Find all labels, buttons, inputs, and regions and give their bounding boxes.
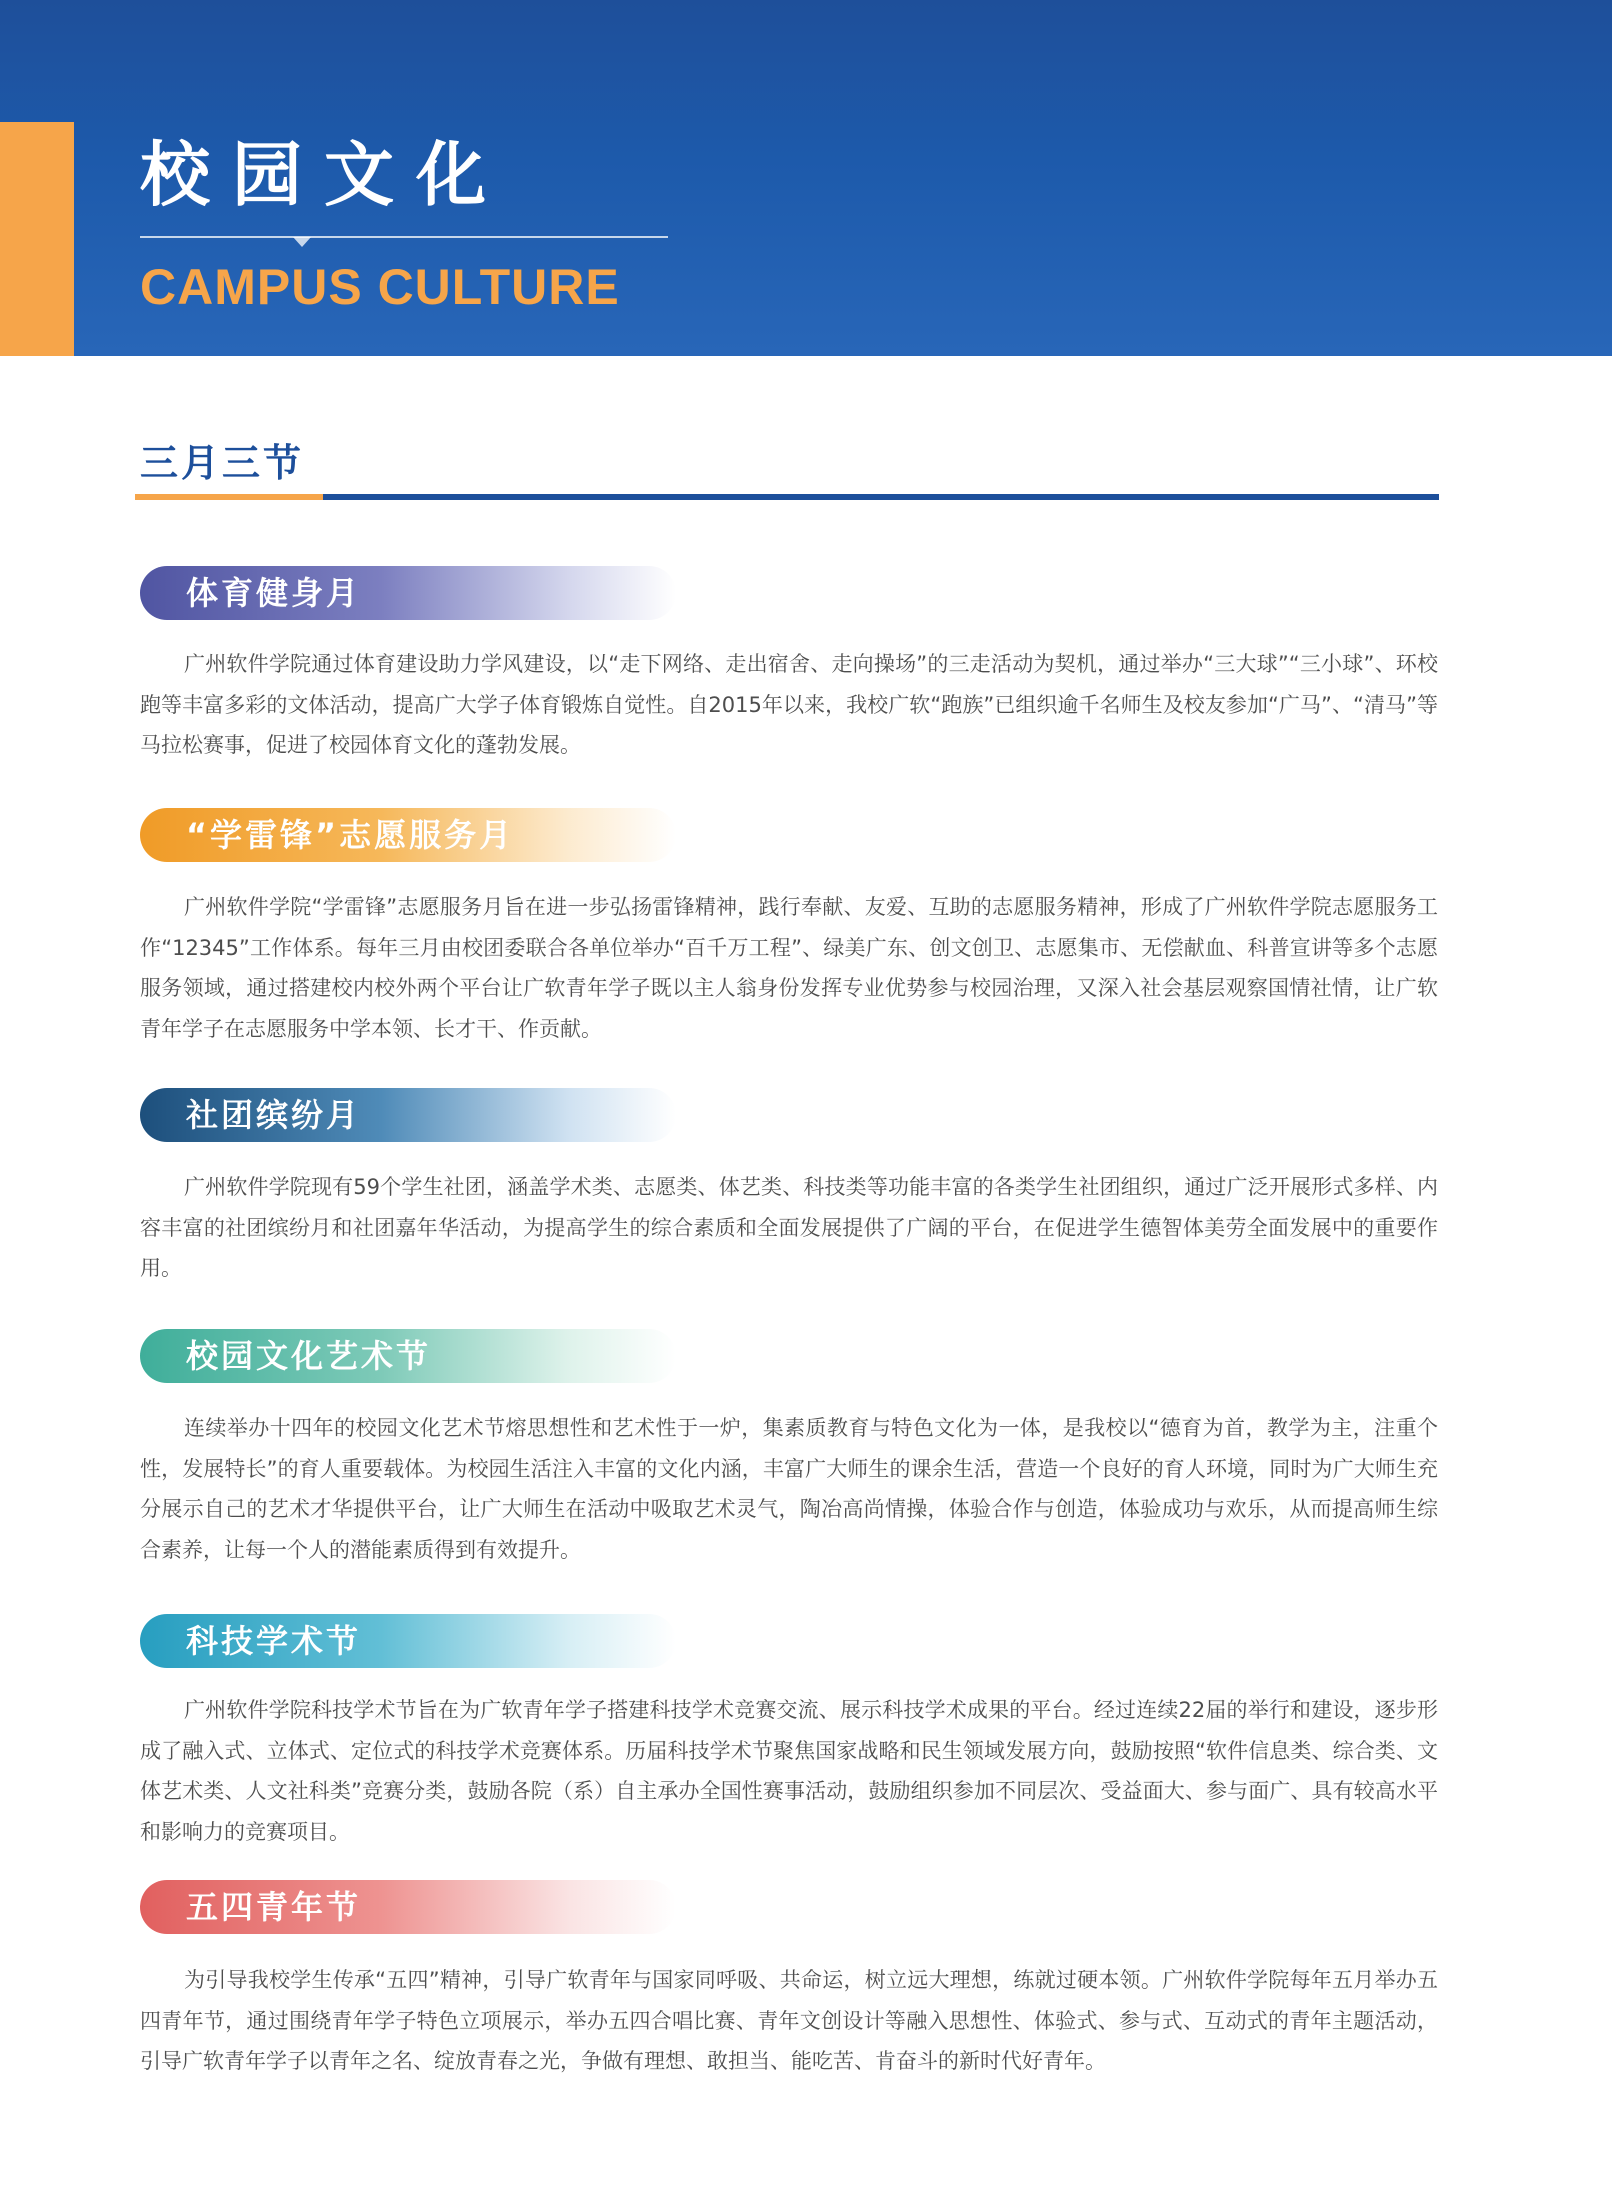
paragraph-sports: 广州软件学院通过体育建设助力学风建设，以“走下网络、走出宿舍、走向操场”的三走活动为契机，通过举办“三大球”“三小球”、环校跑等丰富多彩的文体活动，提高广大学子体育锻炼自觉性。自2015年以来，我校广软“跑族”已组织逾千名师生及校友参加“广马”、“清马”等马拉松赛事，促进了校园体育文化的蓬勃发展。 <box>140 652 1438 757</box>
title-divider <box>140 236 668 238</box>
heading-pill-clubs <box>140 1088 676 1142</box>
heading-label: 校园文化艺术节 <box>186 1337 432 1375</box>
heading-label: 社团缤纷月 <box>186 1096 362 1134</box>
heading-pill-volunteer <box>140 808 676 862</box>
heading-pill-arts <box>140 1329 676 1383</box>
section-rule <box>135 494 1439 500</box>
paragraph-science: 广州软件学院科技学术节旨在为广软青年学子搭建科技学术竞赛交流、展示科技学术成果的平台。经过连续22届的举行和建设，逐步形成了融入式、立体式、定位式的科技学术竞赛体系。历届科技学术节聚焦国家战略和民生领域发展方向，鼓励按照“软件信息类、综合类、文体艺术类、人文社科类”竞赛分类，鼓励各院（系）自主承办全国性赛事活动，鼓励组织参加不同层次、受益面大、参与面广、具有较高水平和影响力的竞赛项目。 <box>140 1698 1438 1844</box>
heading-label: 体育健身月 <box>186 574 362 612</box>
paragraph-clubs: 广州软件学院现有59个学生社团，涵盖学术类、志愿类、体艺类、科技类等功能丰富的各类学生社团组织，通过广泛开展形式多样、内容丰富的社团缤纷月和社团嘉年华活动，为提高学生的综合素质和全面发展提供了广阔的平台，在促进学生德智体美劳全面发展中的重要作用。 <box>140 1175 1438 1280</box>
page-title: 校园文化 <box>140 134 508 216</box>
page-subtitle: CAMPUS CULTURE <box>140 259 620 315</box>
banner-accent-bar <box>0 122 74 356</box>
heading-pill-sports <box>140 566 676 620</box>
paragraph-arts: 连续举办十四年的校园文化艺术节熔思想性和艺术性于一炉，集素质教育与特色文化为一体，是我校以“德育为首，教学为主，注重个性，发展特长”的育人重要载体。为校园生活注入丰富的文化内涵，丰富广大师生的课余生活，营造一个良好的育人环境，同时为广大师生充分展示自己的艺术才华提供平台，让广大师生在活动中吸取艺术灵气，陶冶高尚情操，体验合作与创造，体验成功与欢乐，从而提高师生综合素养，让每一个人的潜能素质得到有效提升。 <box>140 1416 1438 1562</box>
heading-pill-youth <box>140 1880 676 1934</box>
heading-label: “学雷锋”志愿服务月 <box>186 816 515 854</box>
heading-label: 五四青年节 <box>186 1888 362 1926</box>
heading-label: 科技学术节 <box>186 1622 362 1660</box>
paragraph-youth: 为引导我校学生传承“五四”精神，引导广软青年与国家同呼吸、共命运，树立远大理想，练就过硬本领。广州软件学院每年五月举办五四青年节，通过围绕青年学子特色立项展示，举办五四合唱比赛、青年文创设计等融入思想性、体验式、参与式、互动式的青年主题活动，引导广软青年学子以青年之名、绽放青春之光，争做有理想、敢担当、能吃苦、肯奋斗的新时代好青年。 <box>140 1968 1438 2073</box>
paragraph-volunteer: 广州软件学院“学雷锋”志愿服务月旨在进一步弘扬雷锋精神，践行奉献、友爱、互助的志愿服务精神，形成了广州软件学院志愿服务工作“12345”工作体系。每年三月由校团委联合各单位举办“百千万工程”、绿美广东、创文创卫、志愿集市、无偿献血、科普宣讲等多个志愿服务领域，通过搭建校内校外两个平台让广软青年学子既以主人翁身份发挥专业优势参与校园治理，又深入社会基层观察国情社情，让广软青年学子在志愿服务中学本领、长才干、作贡献。 <box>140 895 1438 1041</box>
section-title: 三月三节 <box>140 441 305 485</box>
heading-pill-science <box>140 1614 676 1668</box>
title-divider-notch <box>293 237 311 247</box>
